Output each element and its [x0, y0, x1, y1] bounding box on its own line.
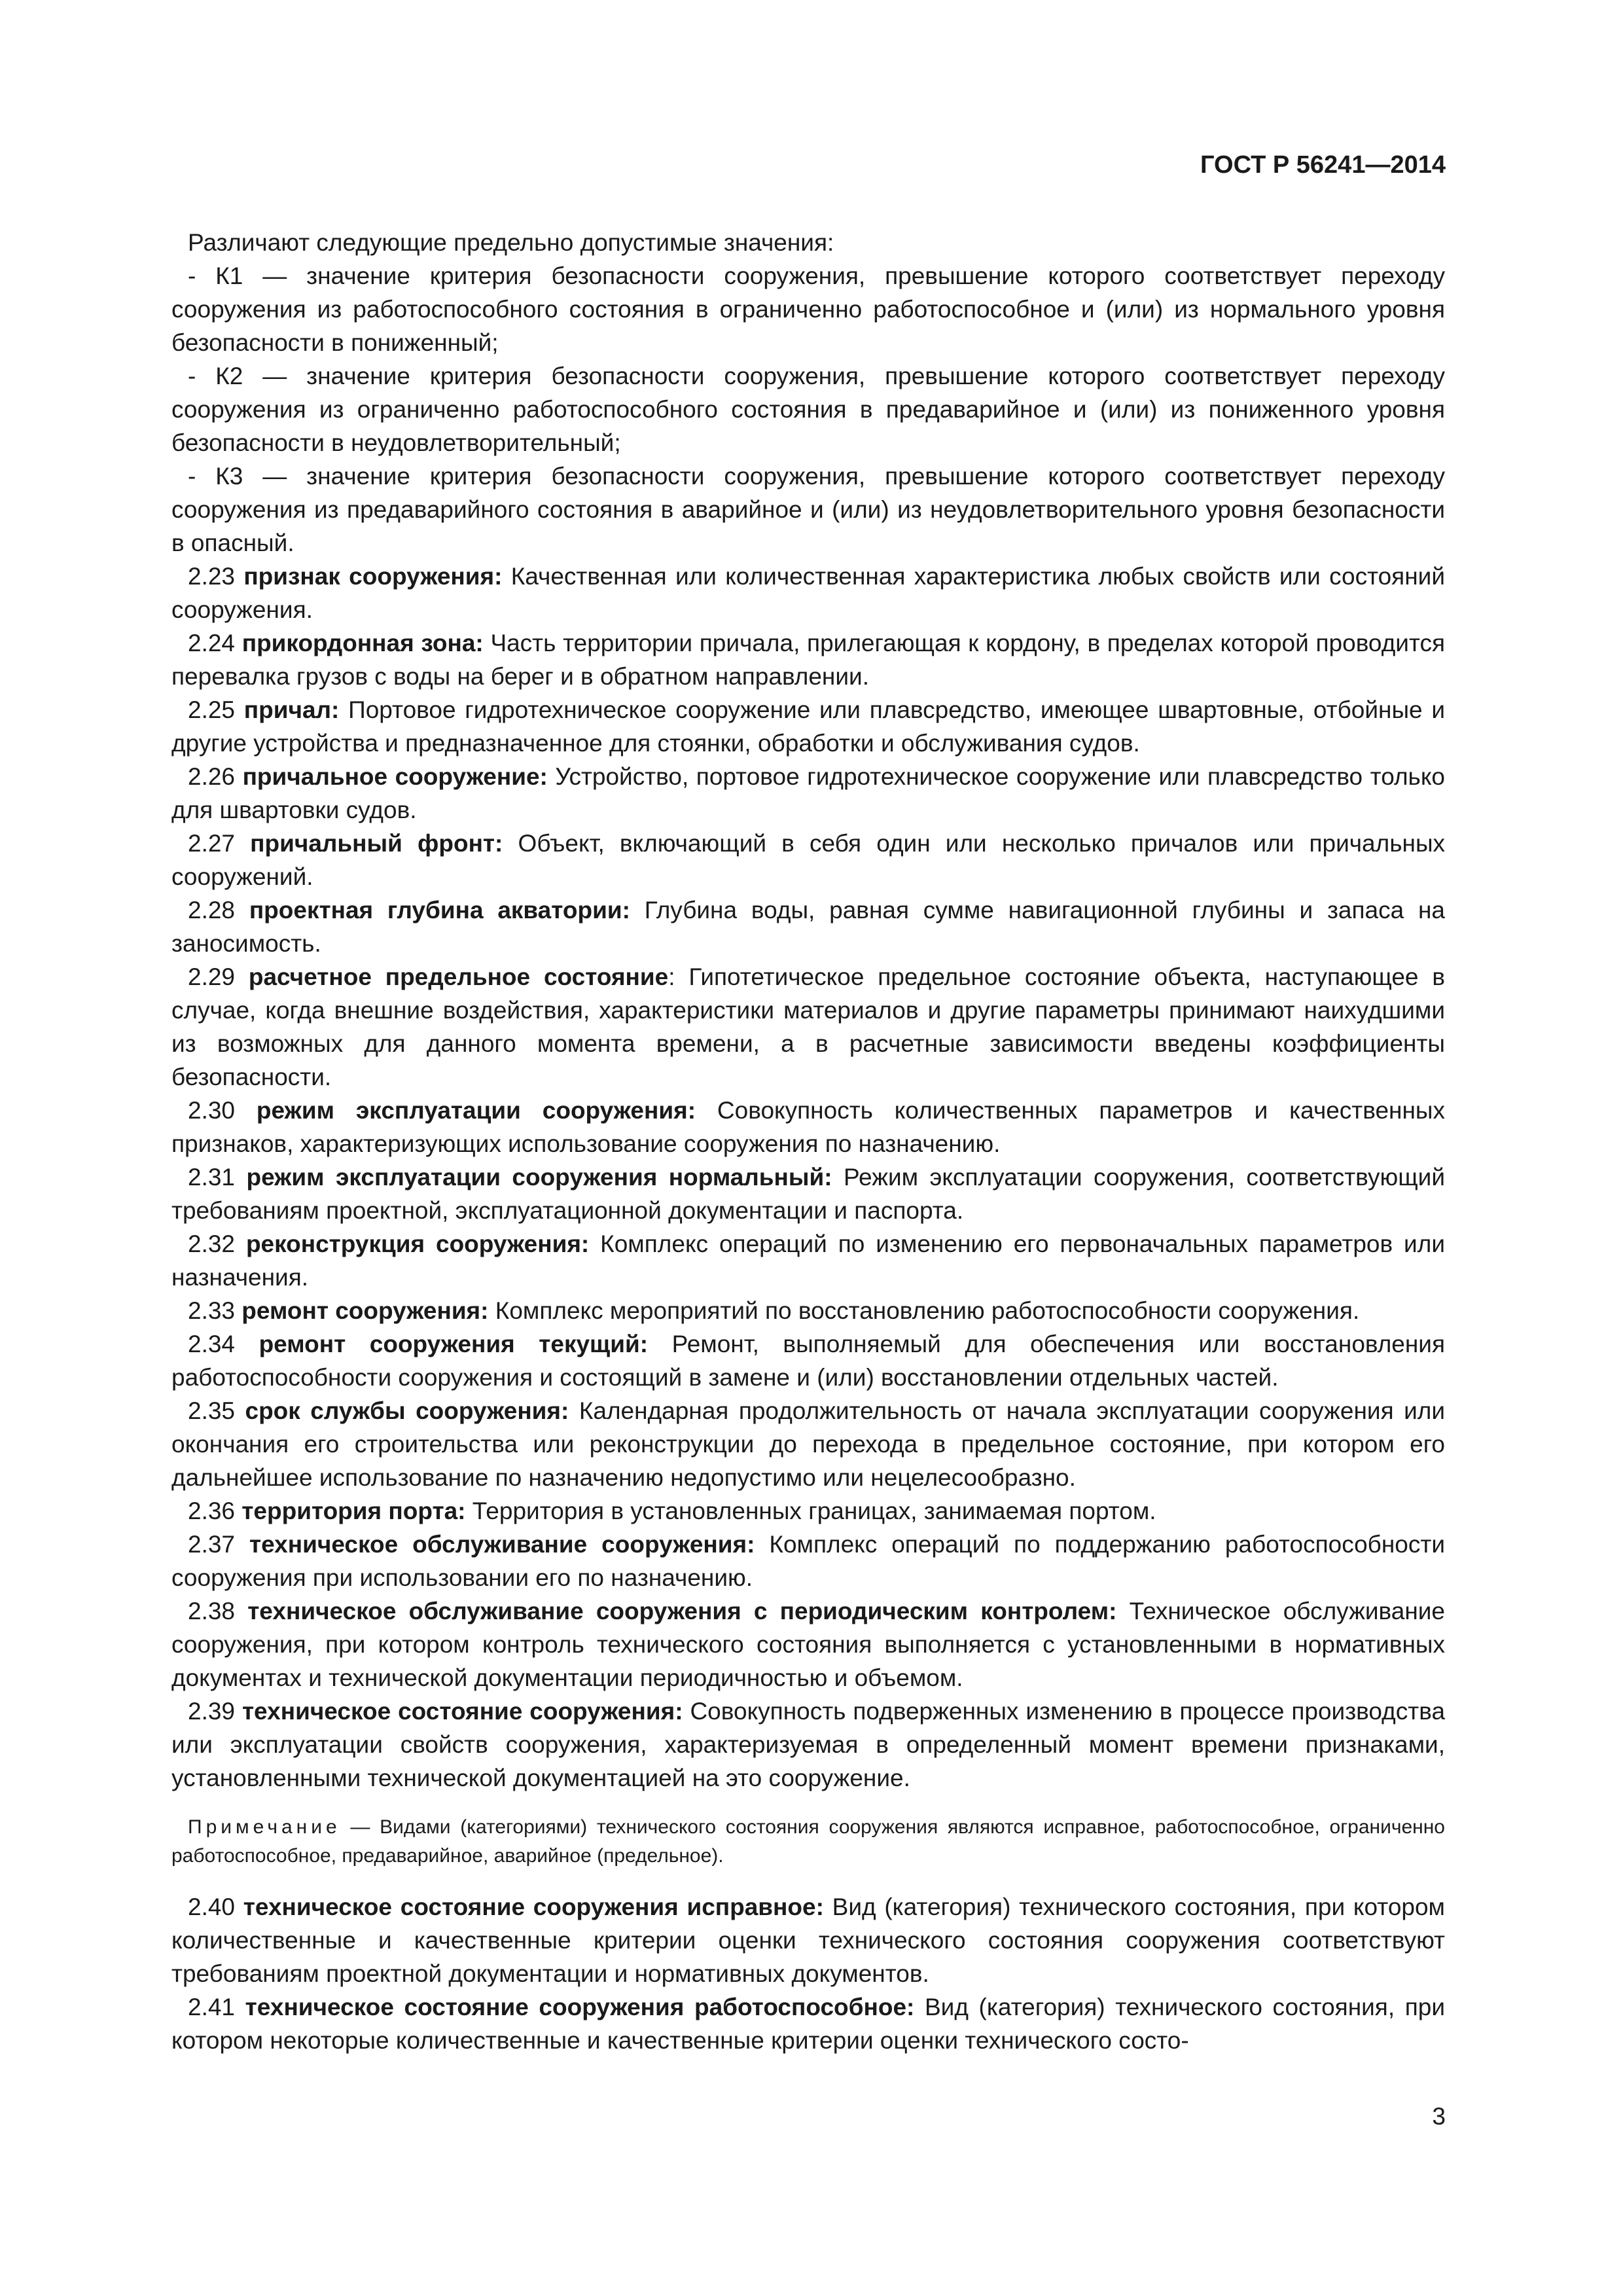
definition-2-38: [171, 1594, 1445, 1695]
definition-text: Устройство, портовое гидротехническое сооружение или плавсредство только для швартовки судов.: [171, 763, 1446, 823]
definition-2-37: [171, 1528, 1445, 1594]
definition-2-25: [171, 693, 1445, 760]
definition-text: Комплекс мероприятий по восстановлению работоспособности сооружения.: [495, 1297, 1360, 1324]
definition-number: 2.36: [188, 1498, 236, 1524]
definition-2-32: [171, 1227, 1445, 1294]
definition-text: Портовое гидротехническое сооружение или плавсредство, имеющее швартовные, отбойные и другие устройства и предназначенное для стоянки, обработки и обслуживания судов.: [171, 696, 1446, 757]
definition-2-35: [171, 1394, 1445, 1494]
definition-number: 2.23: [188, 563, 236, 590]
definition-term: проектная глубина акватории:: [249, 897, 630, 924]
definitions-list-b: [171, 1890, 1445, 2057]
definition-number: 2.35: [188, 1397, 236, 1424]
definition-term: техническое состояние сооружения:: [241, 1698, 683, 1725]
definition-text: Режим эксплуатации сооружения, соответствующий требованиям проектной, эксплуатационной документации и паспорта.: [171, 1164, 1446, 1224]
document-id-header: ГОСТ Р 56241—2014: [1200, 151, 1446, 179]
note-text: — Видами (категориями) технического состояния сооружения являются исправное, работоспособное, ограниченно работоспособное, предаварийное, аварийное (предельное).: [171, 1816, 1445, 1867]
limits-list: [171, 259, 1445, 560]
definition-text: Совокупность количественных параметров и качественных признаков, характеризующих использование сооружения по назначению.: [171, 1097, 1446, 1157]
definition-2-24: [171, 626, 1445, 693]
note: [171, 1813, 1445, 1871]
definition-term: реконструкция сооружения:: [245, 1230, 590, 1257]
definition-number: 2.38: [188, 1598, 236, 1624]
definition-term: техническое состояние сооружения работоспособное:: [245, 1994, 915, 2020]
definition-2-41: [171, 1990, 1445, 2057]
definition-term: техническое обслуживание сооружения:: [249, 1531, 755, 1558]
limit-k2: - К2 — значение критерия безопасности сооружения, превышение которого соответствует переходу сооружения из ограниченно работоспособного состояния в предаварийное и (или) из пониженного уровня безопасности в неудовлетворительный;: [171, 363, 1445, 456]
intro-paragraph: Различают следующие предельно допустимые значения:: [188, 229, 834, 256]
definition-text: : Гипотетическое предельное состояние объекта, наступающее в случае, когда внешние воздействия, характеристики материалов и другие параметры принимают наихудшими из возможных для данного момента времени, а в расчетные зависимости введены коэффициенты безопасности.: [171, 963, 1446, 1090]
definition-number: 2.41: [188, 1994, 236, 2020]
definition-number: 2.30: [188, 1097, 236, 1124]
definition-number: 2.29: [188, 963, 236, 990]
definition-number: 2.28: [188, 897, 236, 924]
definition-2-26: [171, 760, 1445, 827]
definition-2-36: [171, 1494, 1445, 1528]
definition-term: причальное сооружение:: [242, 763, 548, 790]
definition-text: Совокупность подверженных изменению в процессе производства или эксплуатации свойств сооружения, характеризуемая в определенный момент времени признаками, установленными технической документацией на это сооружение.: [171, 1698, 1446, 1791]
definition-2-40: [171, 1890, 1445, 1990]
definition-text: Качественная или количественная характеристика любых свойств или состояний сооружения.: [171, 563, 1445, 623]
definition-term: причал:: [243, 696, 340, 723]
definition-text: Территория в установленных границах, занимаемая портом.: [472, 1498, 1156, 1524]
definition-number: 2.24: [188, 630, 236, 656]
definitions-list-a: [171, 560, 1445, 1795]
definition-number: 2.37: [188, 1531, 236, 1558]
definition-term: расчетное предельное состояние: [248, 963, 669, 990]
definition-number: 2.31: [188, 1164, 236, 1191]
definition-2-33: [171, 1294, 1445, 1327]
definition-number: 2.26: [188, 763, 236, 790]
document-body: [171, 226, 1445, 2057]
definition-2-29: [171, 960, 1445, 1094]
definition-number: 2.39: [188, 1698, 236, 1725]
definition-2-30: [171, 1094, 1445, 1160]
definition-term: техническое обслуживание сооружения с периодическим контролем:: [247, 1598, 1117, 1624]
definition-term: территория порта:: [241, 1498, 466, 1524]
definition-text: Глубина воды, равная сумме навигационной глубины и запаса на заносимость.: [171, 897, 1446, 957]
definition-number: 2.32: [188, 1230, 236, 1257]
definition-text: Вид (категория) технического состояния, при котором количественные и качественные критерии оценки технического состояния сооружения соответствуют требованиям проектной документации и нормативных документов.: [171, 1893, 1445, 1987]
definition-text: Календарная продолжительность от начала эксплуатации сооружения или окончания его строительства или реконструкции до перехода в предельное состояние, при котором его дальнейшее использование по назначению недопустимо или нецелесообразно.: [171, 1397, 1446, 1491]
definition-term: ремонт сооружения:: [241, 1297, 489, 1324]
definition-text: Техническое обслуживание сооружения, при котором контроль технического состояния выполняется с установленными в нормативных документах и технической документации периодичностью и объемом.: [171, 1598, 1445, 1691]
definition-term: срок службы сооружения:: [245, 1397, 569, 1424]
definition-2-39: [171, 1695, 1445, 1795]
definition-number: 2.40: [188, 1893, 236, 1920]
definition-2-34: [171, 1327, 1445, 1394]
definition-term: причальный фронт:: [250, 830, 503, 857]
definition-text: Часть территории причала, прилегающая к кордону, в пределах которой проводится перевалка грузов с воды на берег и в обратном направлении.: [171, 630, 1446, 690]
definition-term: режим эксплуатации сооружения нормальный:: [246, 1164, 832, 1191]
definition-number: 2.34: [188, 1331, 236, 1357]
limit-k1: - К1 — значение критерия безопасности сооружения, превышение которого соответствует переходу сооружения из работоспособного состояния в ограниченно работоспособное и (или) из нормального уровня безопасности в пониженный;: [171, 262, 1445, 356]
definition-2-28: [171, 893, 1445, 960]
definition-text: Комплекс операций по поддержанию работоспособности сооружения при использовании его по назначению.: [171, 1531, 1446, 1591]
definition-term: ремонт сооружения текущий:: [259, 1331, 649, 1357]
definition-number: 2.33: [188, 1297, 236, 1324]
definition-term: техническое состояние сооружения исправное:: [243, 1893, 824, 1920]
definition-number: 2.25: [188, 696, 236, 723]
definition-2-23: [171, 560, 1445, 626]
definition-2-31: [171, 1160, 1445, 1227]
definition-term: признак сооружения:: [243, 563, 503, 590]
definition-text: Объект, включающий в себя один или несколько причалов или причальных сооружений.: [171, 830, 1446, 890]
definition-term: режим эксплуатации сооружения:: [256, 1097, 696, 1124]
definition-text: Ремонт, выполняемый для обеспечения или восстановления работоспособности сооружения и состоящий в замене и (или) восстановлении отдельных частей.: [171, 1331, 1446, 1391]
note-label: Примечание: [188, 1816, 341, 1838]
definition-number: 2.27: [188, 830, 236, 857]
definition-term: прикордонная зона:: [241, 630, 484, 656]
definition-text: Вид (категория) технического состояния, при котором некоторые количественные и качественные критерии оценки технического состо-: [171, 1994, 1446, 2054]
definition-text: Комплекс операций по изменению его первоначальных параметров или назначения.: [171, 1230, 1445, 1291]
limit-k3: - К3 — значение критерия безопасности сооружения, превышение которого соответствует переходу сооружения из предаварийного состояния в аварийное и (или) из неудовлетворительного уровня безопасности в опасный.: [171, 463, 1445, 556]
page-number: 3: [1432, 2103, 1446, 2130]
definition-2-27: [171, 827, 1445, 893]
